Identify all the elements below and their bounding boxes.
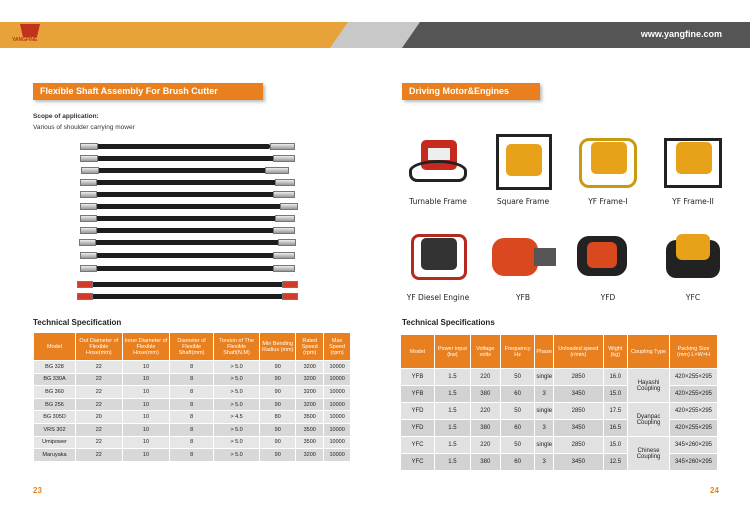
product-yf-diesel-engine: [398, 224, 478, 302]
left-spec-title: Technical Specification: [33, 318, 122, 327]
col-out-diameter: Out Diameter of Flexible Hose(mm): [76, 333, 123, 361]
shaft-spec-table: [33, 332, 351, 462]
product-label: YFD: [600, 293, 616, 302]
flexible-shafts-image: [75, 140, 305, 305]
motor-image-icon: [573, 224, 643, 289]
product-yfd: [568, 224, 648, 302]
right-page-number: 24: [710, 486, 719, 495]
table-row: BG 256 22 10 8 > 5.0 90 3200 10000: [34, 398, 351, 411]
col-coupling-type: Coupling Type: [628, 335, 670, 369]
scope-text: Various of shoulder carrying mower: [33, 124, 135, 131]
col-frequency: Frequency Hz: [500, 335, 535, 369]
product-label: YFC: [685, 293, 701, 302]
col-weight: Wight (kg): [603, 335, 628, 369]
header-accent: [0, 22, 360, 48]
table-row: BG 328 22 10 8 > 5.0 90 3200 10000: [34, 361, 351, 374]
motor-image-icon: [658, 224, 728, 289]
left-page-number: 23: [33, 486, 42, 495]
table-row: YFB 1.5 220 50 single 2850 16.0 Hayashi Coupling 420×255×295: [401, 369, 718, 386]
motor-spec-table: [400, 334, 718, 471]
col-voltage: Voltage volts: [470, 335, 500, 369]
brand-logo: [12, 24, 52, 44]
col-rated-speed: Rated Speed (rpm): [296, 333, 324, 361]
col-torsion: Torsion of The Flexible Shaft(N.M): [213, 333, 259, 361]
product-label: YFB: [515, 293, 531, 302]
engine-image-icon: [658, 128, 728, 193]
product-label: Turnable Frame: [409, 197, 467, 206]
product-square-frame: [483, 128, 563, 206]
coupling-cell: Dyanpac Coupling: [628, 403, 670, 437]
table-row: BG 305D 20 10 8 > 4.5 80 3500 10000: [34, 411, 351, 424]
table-row: YFD 1.5 380 60 3 3450 16.5 420×255×295: [401, 420, 718, 437]
product-yf-frame-2: [653, 128, 733, 206]
col-bending-radius: Min Bending Radius (mm): [260, 333, 296, 361]
table-row: YFD 1.5 220 50 single 2850 17.5 Dyanpac Coupling 420×255×295: [401, 403, 718, 420]
coupling-cell: Chinese Coupling: [628, 437, 670, 471]
product-label: Square Frame: [496, 197, 550, 206]
col-inner-diameter: Inner Diameter of Flexible Hose(mm): [122, 333, 170, 361]
logo-icon: [20, 24, 40, 37]
product-yfc: [653, 224, 733, 302]
table-row: VRS 302 22 10 8 > 5.0 90 3500 10000: [34, 423, 351, 436]
website-url[interactable]: www.yangfine.com: [640, 29, 722, 39]
col-packing-size: Packing Size (mm) L×W×H: [670, 335, 718, 369]
coupling-cell: Hayashi Coupling: [628, 369, 670, 403]
engine-image-icon: [488, 128, 558, 193]
table-row: Maruyaka 22 10 8 > 5.0 90 3200 10000: [34, 449, 351, 462]
engine-image-icon: [403, 224, 473, 289]
product-label: YF Diesel Engine: [406, 293, 470, 302]
logo-text: YANGFINE: [12, 37, 38, 43]
product-yfb: [483, 224, 563, 302]
engine-image-icon: [403, 128, 473, 193]
col-power-input: Power input (kw): [435, 335, 471, 369]
table-row: YFC 1.5 220 50 single 2850 15.0 Chinese Coupling 345×260×295: [401, 437, 718, 454]
product-yf-frame-1: [568, 128, 648, 206]
product-label: YF Frame-II: [672, 197, 714, 206]
motor-image-icon: [488, 224, 558, 289]
col-shaft-diameter: Diameter of Flexible Shaft(mm): [170, 333, 214, 361]
col-unloaded-speed: Unloaded speed (r/min): [554, 335, 604, 369]
table-row: BG 330A 22 10 8 > 5.0 90 3200 10000: [34, 373, 351, 386]
table-row: YFC 1.5 380 60 3 3450 12.5 345×260×295: [401, 454, 718, 471]
left-section-title: Flexible Shaft Assembly For Brush Cutter: [33, 83, 263, 100]
engine-image-icon: [573, 128, 643, 193]
right-spec-title: Technical Specifications: [402, 318, 495, 327]
col-phase: Phase: [535, 335, 554, 369]
product-gallery: [398, 128, 738, 303]
product-label: YF Frame-I: [588, 197, 628, 206]
table-row: Umipower 22 10 8 > 5.0 90 3500 10000: [34, 436, 351, 449]
scope-label: Scope of application:: [33, 113, 99, 120]
right-section-title: Driving Motor&Engines: [402, 83, 540, 100]
col-max-speed: Max Speed (rpm): [324, 333, 351, 361]
col-model: Model: [401, 335, 435, 369]
table-row: BG 360 22 10 8 > 5.0 90 3200 10000: [34, 386, 351, 399]
product-turnable-frame: [398, 128, 478, 206]
col-model: Model: [34, 333, 76, 361]
table-row: YFB 1.5 380 60 3 3450 15.0 420×255×295: [401, 386, 718, 403]
